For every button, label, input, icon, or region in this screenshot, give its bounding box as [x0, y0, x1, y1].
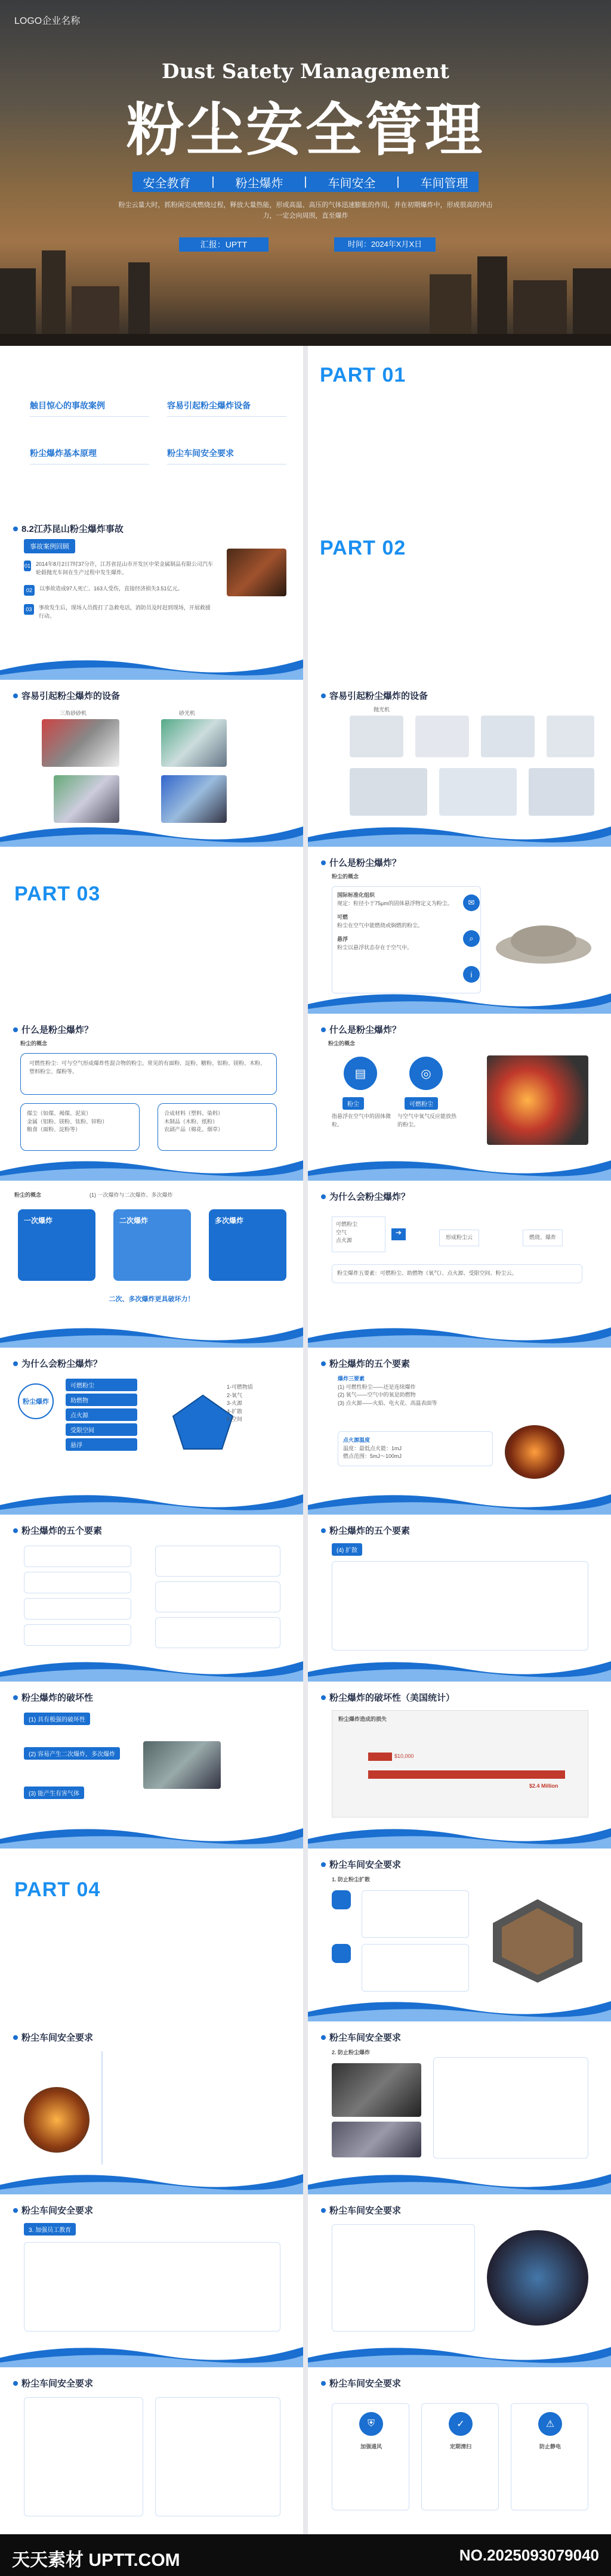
- bullet-dot-icon: [13, 2035, 18, 2040]
- keyword-2: 粉尘爆炸: [235, 177, 283, 190]
- toc-item-3[interactable]: 粉尘爆炸基本原理: [30, 447, 149, 465]
- bar-2: [368, 1770, 565, 1779]
- machine-image-3: [54, 775, 119, 823]
- req1-slide: [308, 1849, 611, 2021]
- bullet-dot-icon: [321, 2035, 326, 2040]
- stat-chart: [332, 1710, 588, 1818]
- cover-reporter: 汇报：UPTT: [179, 237, 269, 252]
- why2-right-list: 1-可燃物质 2-氧气 3-火源 4-扩散 5-空间: [227, 1384, 254, 1422]
- what3-tag-2: 可燃粉尘: [405, 1097, 438, 1110]
- req1-card: [362, 1890, 469, 1938]
- keyword-3: 车间安全: [328, 177, 376, 190]
- chart-caption: 粉尘爆炸造成的损失: [338, 1716, 387, 1722]
- what4-sub: (1) 一次爆炸与二次爆炸、多次爆炸: [90, 1192, 173, 1198]
- five2-right-list: [155, 1546, 280, 1647]
- part03-number: PART 03: [14, 883, 101, 905]
- what1-item: 可燃 粉尘在空气中能燃烧或焖燃的粉尘。: [337, 914, 424, 928]
- toc-title: 目录 Contents: [18, 360, 121, 379]
- part03-title: 粉尘爆炸基本原理: [14, 908, 119, 969]
- wave-decoration: [0, 2340, 303, 2367]
- wave-decoration: [0, 2167, 303, 2194]
- case-title: 8.2江苏昆山粉尘爆炸事故: [13, 522, 124, 535]
- arrow-right-icon: ➔: [391, 1228, 406, 1240]
- mail-icon: ✉: [463, 894, 480, 911]
- req4-title: 粉尘车间安全要求: [13, 2204, 93, 2216]
- what1-sub: 粉尘的概念: [332, 874, 359, 880]
- five2-slide: [0, 1515, 303, 1682]
- part02-number: PART 02: [320, 537, 406, 559]
- equip1-title: 容易引起粉尘爆炸的设备: [13, 689, 120, 702]
- what3-text-1: 指悬浮在空气中的固体微粒。: [332, 1113, 391, 1128]
- req3-title: 粉尘车间安全要求: [321, 2031, 401, 2044]
- req7-title: 粉尘车间安全要求: [321, 2377, 401, 2389]
- what2-left-card: 煤尘（如煤、褐煤、泥炭） 金属（铝粉、镁粉、钛粉、锌粉） 粮食（面粉、淀粉等）: [20, 1103, 140, 1151]
- spark-photo: [487, 1055, 588, 1145]
- why2-title: 为什么会粉尘爆炸？: [13, 1357, 102, 1370]
- why2-left-list: 可燃粉尘 助燃物 点火源 受限空间 悬浮: [66, 1379, 137, 1451]
- req7-card-label: 防止静电: [539, 2444, 561, 2450]
- primary-explosion-box: 一次爆炸: [18, 1209, 95, 1281]
- req3-text: [433, 2057, 588, 2159]
- harm1-title: 粉尘爆炸的破坏性: [13, 1691, 93, 1704]
- req6-col-2: [155, 2397, 280, 2516]
- wave-decoration: [308, 1487, 611, 1515]
- wave-decoration: [308, 1994, 611, 2021]
- five1-box: 爆炸三要素 (1) 可燃性粉尘——还是连续爆炸 (2) 氧气——空气中的氧是助燃物 (3) 点火源——火焰、电火花、高温表面等: [338, 1376, 437, 1406]
- info-icon: i: [463, 966, 480, 983]
- case-list: [24, 561, 215, 620]
- what4-note: 二次、多次爆炸更具破坏力！: [109, 1296, 195, 1303]
- equip2-label: 抛光机: [374, 707, 390, 713]
- fire-photo: [505, 1425, 564, 1479]
- step-badge: [332, 1944, 351, 1963]
- polisher-image: [161, 719, 227, 767]
- what1-item: 国际标准化组织 规定：粒径小于75μm的固体悬浮物定义为粉尘。: [337, 892, 453, 906]
- bar-1-label: $10,000: [394, 1753, 414, 1759]
- why1-slide: [308, 1181, 611, 1348]
- req6-slide: [0, 2367, 303, 2534]
- req6-title: 粉尘车间安全要求: [13, 2377, 93, 2389]
- req1-title: 粉尘车间安全要求: [321, 1858, 401, 1871]
- equip2-slide: [308, 680, 611, 847]
- bar-2-label: $2.4 Million: [529, 1783, 558, 1789]
- multi-explosion-box: 多次爆炸: [209, 1209, 286, 1281]
- part01-slide: [308, 346, 611, 513]
- wave-decoration: [0, 1153, 303, 1181]
- cover-description: 粉尘云量大时，抓粉闲完成燃烧过程，释放大量热能，形成高温、高压的气体迅速膨胀的作用，并在初期爆炸中，形成很高的冲击力，一定会向周围，直至爆炸: [118, 202, 493, 219]
- cover-title-cn: 粉尘安全管理: [126, 96, 485, 163]
- step-badge: [332, 1890, 351, 1909]
- footer-bar: [0, 2534, 611, 2576]
- five1-title: 粉尘爆炸的五个要素: [321, 1357, 410, 1370]
- toc-item-4[interactable]: 粉尘车间安全要求: [167, 447, 286, 465]
- what2-slide: [0, 1014, 303, 1181]
- check-icon: ✓: [449, 2412, 473, 2436]
- workshop-photo: [332, 2063, 421, 2117]
- wave-decoration: [308, 986, 611, 1014]
- wave-decoration: [308, 1654, 611, 1682]
- circle-photo: [487, 2230, 588, 2326]
- harm1-item-1: (1) 具有极强的破坏性: [24, 1713, 90, 1725]
- equip-image: [439, 768, 517, 816]
- bullet-dot-icon: [13, 1027, 18, 1032]
- warning-icon: ⚠: [538, 2412, 562, 2436]
- case-tag: 事故案例回顾: [24, 539, 75, 553]
- secondary-explosion-box: 二次爆炸: [113, 1209, 191, 1281]
- wave-decoration: [308, 2167, 611, 2194]
- what1-list: [332, 886, 481, 993]
- wave-decoration: [308, 1153, 611, 1181]
- bullet-dot-icon: [321, 860, 326, 865]
- harm2-slide: [308, 1682, 611, 1849]
- why1-right: 燃烧、爆炸: [523, 1230, 563, 1246]
- what4-slide: [0, 1181, 303, 1348]
- part04-title: 粉尘车间安全要求: [14, 1905, 146, 1966]
- harm1-item-3: (3) 能产生有害气体: [24, 1787, 84, 1799]
- equip2-title: 容易引起粉尘爆炸的设备: [321, 689, 428, 702]
- part01-number: PART 01: [320, 364, 406, 386]
- equip-image: [481, 716, 535, 757]
- bullet-dot-icon: [321, 1194, 326, 1199]
- why2-slide: [0, 1348, 303, 1515]
- bullet-dot-icon: [13, 2208, 18, 2213]
- wave-decoration: [0, 819, 303, 847]
- what3-title: 什么是粉尘爆炸？: [321, 1023, 401, 1036]
- what2-title: 什么是粉尘爆炸？: [13, 1023, 93, 1036]
- part02-title: 容易引起粉尘爆炸的设备: [320, 562, 511, 618]
- hexagon-photo: [487, 1896, 588, 1986]
- wave-decoration: [0, 652, 303, 680]
- req3-step: 2. 防止粉尘爆炸: [332, 2049, 371, 2055]
- why1-inputs: 可燃粉尘 空气 点火源: [332, 1216, 385, 1252]
- wave-decoration: [308, 819, 611, 847]
- equip-image: [350, 768, 427, 816]
- part03-slide: [0, 847, 303, 1014]
- toc-slide: [0, 346, 303, 513]
- why2-center: 粉尘爆炸: [18, 1383, 54, 1419]
- factory-photo: [143, 1741, 221, 1789]
- bullet-dot-icon: [13, 1695, 18, 1700]
- req6-col-1: [24, 2397, 143, 2516]
- harm1-item-2: (2) 容易产生二次爆炸，多次爆炸: [24, 1747, 120, 1760]
- req5-slide: [308, 2194, 611, 2367]
- equip1-label-1: 三角砂砂机: [60, 710, 87, 716]
- req2-list: [101, 2051, 280, 2165]
- wave-decoration: [308, 1320, 611, 1348]
- bar-1: [368, 1753, 392, 1761]
- what2-top-card: 可燃性粉尘：可与空气形成爆炸性混合物的粉尘。常见的有面粉、淀粉、糖粉、铝粉、镁粉、木粉、塑料粉尘、煤粉等。: [20, 1053, 277, 1095]
- req1-step: 1. 防止粉尘扩散: [332, 1877, 371, 1883]
- bullet-dot-icon: [321, 1862, 326, 1867]
- what1-item: 悬浮 粉尘以悬浮状态存在于空气中。: [337, 936, 413, 950]
- what1-slide: [308, 847, 611, 1014]
- wave-decoration: [0, 1821, 303, 1849]
- bullet-dot-icon: [13, 693, 18, 698]
- cover-title-en: Dust Satety Management: [162, 60, 449, 83]
- req4-step: 3. 加强员工教育: [24, 2223, 76, 2236]
- wave-decoration: [0, 1654, 303, 1682]
- dust-pile-image: [493, 912, 594, 966]
- bullet-dot-icon: [13, 2381, 18, 2386]
- what3-tag-1: 粉尘: [342, 1097, 364, 1110]
- case-photo-1: [227, 549, 286, 596]
- what1-title: 什么是粉尘爆炸？: [321, 856, 401, 869]
- what2-right-card: 合成材料（塑料、染料） 木制品（木粉、纸粉） 农副产品（棉花、烟草）: [158, 1103, 277, 1151]
- req7-card-label: 定期清扫: [449, 2444, 471, 2450]
- why1-note: 粉尘爆炸五要素：可燃粉尘、助燃物（氧气）、点火源、受限空间、粉尘云。: [332, 1264, 582, 1283]
- what4-title: 粉尘的概念: [14, 1192, 42, 1198]
- why1-title: 为什么会粉尘爆炸？: [321, 1190, 410, 1203]
- toc-item-1[interactable]: 触目惊心的事故案例: [30, 400, 149, 417]
- req7-slide: [308, 2367, 611, 2534]
- cover-slide: [0, 0, 611, 346]
- equip-image: [350, 716, 403, 757]
- five1-box2: 点火源温度 温度：最低点火能：1mJ 燃点范围：5mJ～100mJ: [338, 1431, 493, 1466]
- req7-card-label: 加强通风: [360, 2444, 382, 2450]
- part04-number: PART 04: [14, 1878, 101, 1901]
- bullet-dot-icon: [321, 693, 326, 698]
- workshop-photo-2: [332, 2122, 421, 2157]
- case-item: 01 2014年8月2日7时37分许，江苏省昆山市开发区中荣金属制品有限公司汽车轮毂抛光车间在生产过程中发生爆炸。: [24, 561, 214, 575]
- wave-decoration: [0, 1320, 303, 1348]
- cover-time: 时间：2024年X月X日: [334, 237, 436, 252]
- case-slide: [0, 513, 303, 680]
- equip1-slide: [0, 680, 303, 847]
- equip-image: [529, 768, 594, 816]
- bullet-dot-icon: [321, 1695, 326, 1700]
- keyword-4: 车间管理: [420, 177, 468, 190]
- req4-slide: [0, 2194, 303, 2367]
- equip-image: [415, 716, 469, 757]
- what3-sub: 粉尘的概念: [328, 1041, 356, 1046]
- welding-photo: [24, 2087, 90, 2153]
- machine-image-4: [161, 775, 227, 823]
- document-icon: ▤: [344, 1057, 377, 1090]
- keyword-1: 安全教育: [143, 177, 191, 190]
- toc-card: [18, 382, 298, 507]
- part02-slide: [308, 513, 611, 680]
- wave-decoration: [308, 1821, 611, 1849]
- cover-keyword-bar: 安全教育 | 粉尘爆炸 | 车间安全 | 车间管理: [132, 172, 479, 192]
- five3-sub: (4) 扩散: [332, 1543, 362, 1556]
- toc-item-2[interactable]: 容易引起粉尘爆炸设备: [167, 400, 286, 417]
- five1-slide: [308, 1348, 611, 1515]
- req4-content: [24, 2242, 280, 2332]
- bullet-dot-icon: [321, 1027, 326, 1032]
- harm2-title: 粉尘爆炸的破坏性（美国统计）: [321, 1691, 455, 1704]
- req1-card: [362, 1944, 469, 1992]
- req5-text: [332, 2224, 475, 2332]
- footer-right: NO.2025093079040: [459, 2546, 599, 2564]
- wave-decoration: [308, 2340, 611, 2367]
- five3-title: 粉尘爆炸的五个要素: [321, 1524, 410, 1537]
- harm1-slide: [0, 1682, 303, 1849]
- bullet-dot-icon: [13, 1361, 18, 1366]
- shield-icon: ⛨: [359, 2412, 383, 2436]
- req7-card-2: [421, 2403, 499, 2510]
- search-icon: ⌕: [463, 930, 480, 947]
- wave-decoration: [0, 1487, 303, 1515]
- what3-text-2: 与空气中氧气反应能放热的粉尘。: [397, 1113, 457, 1128]
- bullet-dot-icon: [13, 1528, 18, 1533]
- sander-image: [42, 719, 119, 767]
- five2-left-list: [24, 1546, 131, 1647]
- bullet-dot-icon: [321, 2381, 326, 2386]
- five3-content: [332, 1561, 588, 1651]
- case-item: 03 事故发生后，现场人员拨打了急救电话，消防员及时赶到现场，开展救援行动。: [24, 604, 215, 620]
- req7-card-1: [332, 2403, 409, 2510]
- case-item: 02 以事故造成97人死亡、163人受伤，直接经济损失3.51亿元。: [24, 585, 215, 596]
- globe-icon: ◎: [409, 1057, 443, 1090]
- bullet-dot-icon: [321, 1528, 326, 1533]
- req3-slide: [308, 2021, 611, 2194]
- equip-image: [547, 716, 594, 757]
- req5-title: 粉尘车间安全要求: [321, 2204, 401, 2216]
- equip1-label-2: 砂光机: [179, 710, 196, 716]
- bullet-dot-icon: [321, 1361, 326, 1366]
- req2-slide: [0, 2021, 303, 2194]
- logo-text: LOGO企业名称: [14, 16, 81, 26]
- req7-card-3: [511, 2403, 588, 2510]
- req2-title: 粉尘车间安全要求: [13, 2031, 93, 2044]
- five3-slide: [308, 1515, 611, 1682]
- bullet-dot-icon: [13, 527, 18, 531]
- cover-buildings: [0, 215, 611, 346]
- five2-title: 粉尘爆炸的五个要素: [13, 1524, 102, 1537]
- why1-mid: 形成粉尘云: [439, 1230, 479, 1246]
- what3-slide: [308, 1014, 611, 1181]
- bullet-dot-icon: [321, 2208, 326, 2213]
- part04-slide: [0, 1849, 303, 2021]
- footer-left: 天天素材 UPTT.COM: [12, 2550, 180, 2570]
- part01-title: 触目惊心的事故案例: [320, 389, 477, 450]
- what2-sub: 粉尘的概念: [20, 1041, 48, 1046]
